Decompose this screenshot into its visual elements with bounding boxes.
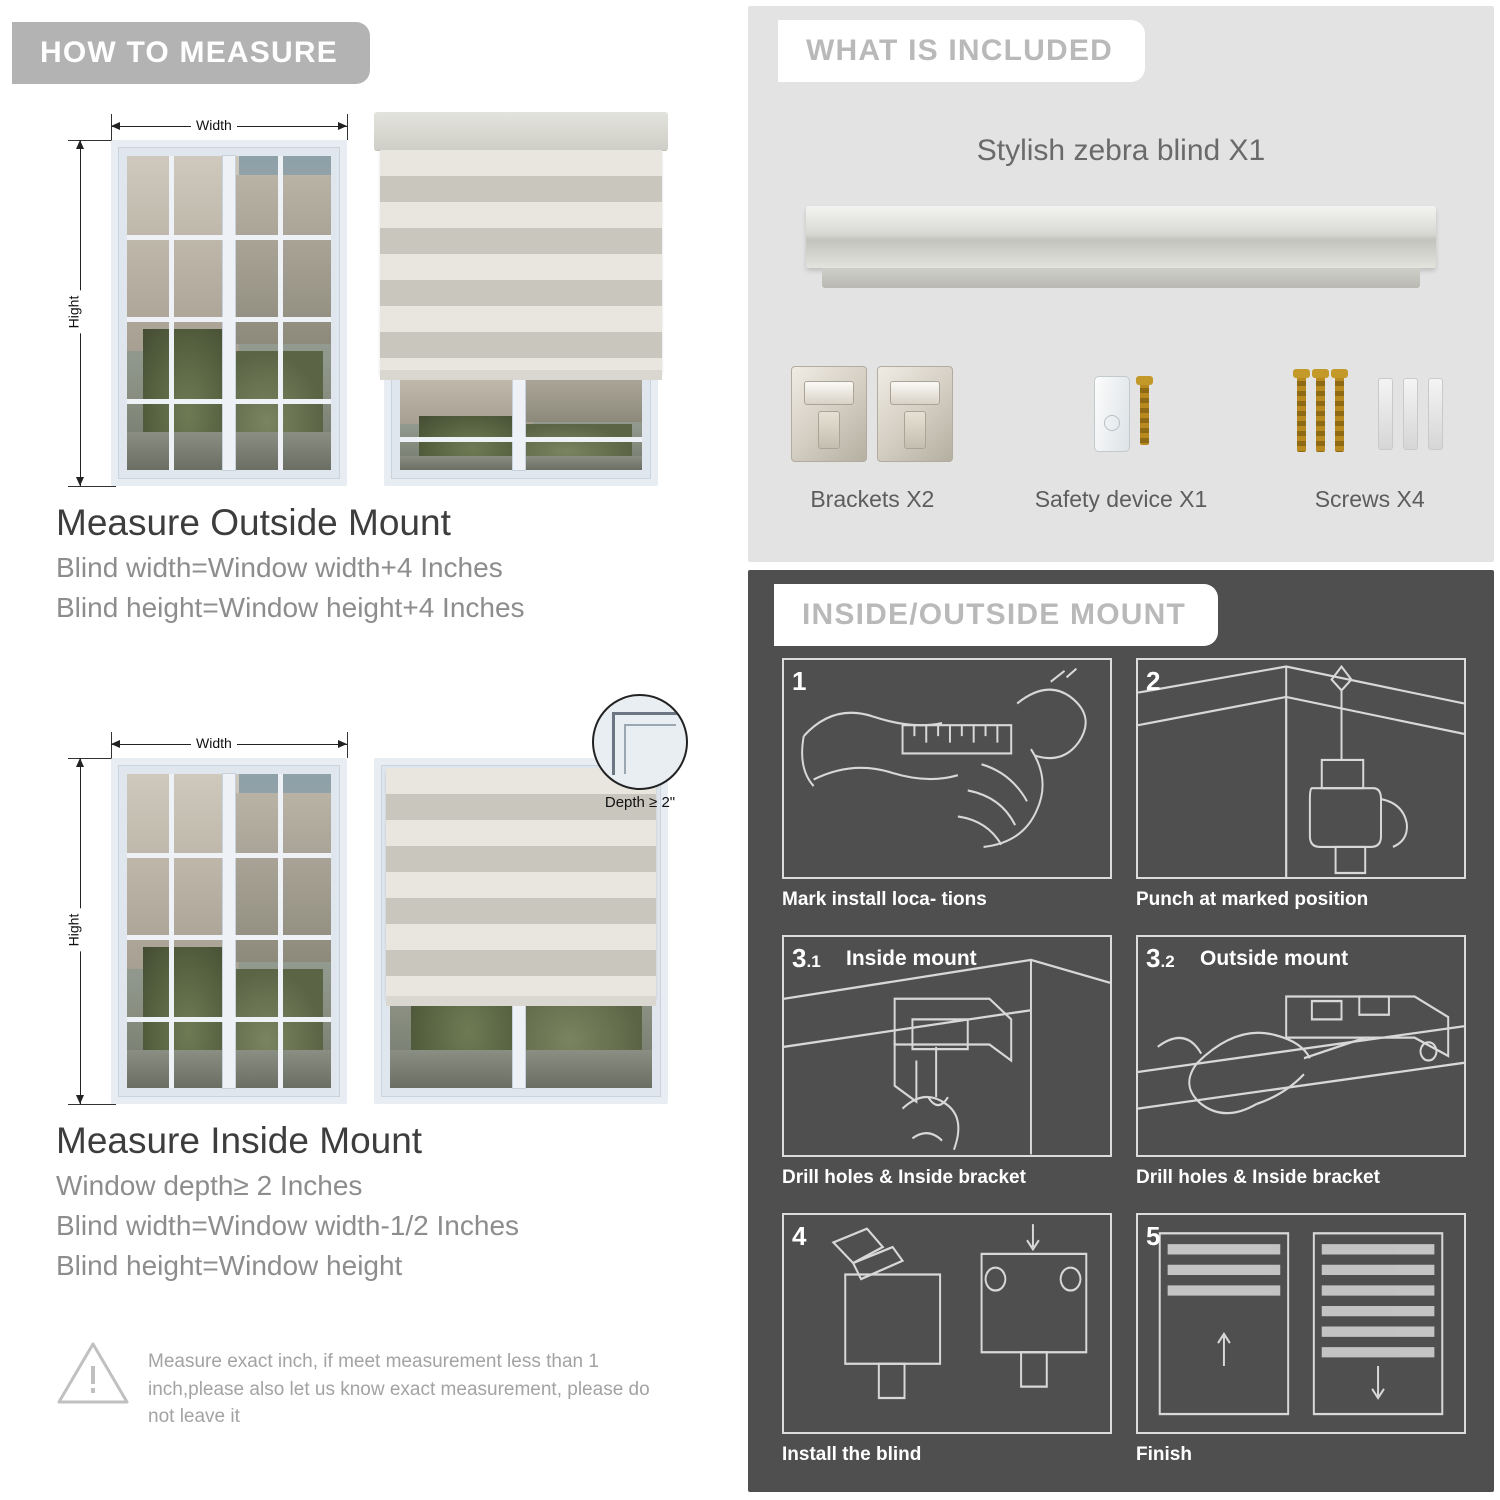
step-number: 2 (1146, 666, 1161, 696)
what-is-included-panel (748, 6, 1494, 562)
step-illustration (782, 658, 1112, 879)
outside-mount-blind (374, 112, 668, 486)
install-step (1136, 658, 1466, 919)
section-header-what-is-included: WHAT IS INCLUDED (778, 20, 1145, 82)
included-part-screws (1245, 358, 1494, 513)
included-part-label: Safety device X1 (1034, 486, 1208, 512)
blind-bottom-bar (386, 996, 656, 1006)
screw-icon (1245, 358, 1494, 470)
how-to-measure-column (0, 0, 742, 1500)
width-dimension-label: Width (191, 117, 237, 133)
bracket-icon (748, 358, 997, 470)
blind-fabric (380, 150, 662, 374)
dim-ext-right (347, 732, 348, 758)
outside-mount-line-1: Blind width=Window width+4 Inches (56, 552, 503, 583)
blind-valance (374, 112, 668, 150)
included-parts-row (748, 358, 1494, 513)
install-step (1136, 935, 1466, 1196)
install-step (782, 1213, 1112, 1474)
included-part-brackets (748, 358, 997, 513)
outside-mount-diagram (56, 92, 696, 492)
step-illustration (1136, 935, 1466, 1156)
inside-mount-title: Measure Inside Mount (56, 1120, 423, 1161)
dim-ext-bottom (68, 486, 116, 487)
dim-ext-bottom (68, 1104, 116, 1105)
step-inline-label: Inside mount (846, 947, 977, 971)
step-caption: Install the blind (782, 1444, 922, 1465)
dim-ext-right (347, 114, 348, 140)
height-dimension-label: Hight (65, 291, 81, 334)
included-part-safety-device (997, 358, 1246, 513)
measure-note-text: Measure exact inch, if meet measurement less than 1 inch,please also let us know exact measurement, please do not leave it (148, 1351, 650, 1428)
step-illustration (782, 935, 1112, 1156)
step-caption: Mark install loca- tions (782, 889, 987, 911)
finished-blinds-sketch (1138, 1215, 1464, 1432)
step-inline-label: Outside mount (1200, 947, 1349, 971)
included-main-item: Stylish zebra blind X1 (976, 134, 1266, 167)
zebra-blind-rail-lip (822, 268, 1420, 288)
height-dimension-label: Hight (65, 909, 81, 952)
safety-device-icon (997, 358, 1246, 470)
install-steps-grid (782, 658, 1466, 1474)
outside-mount-block (0, 92, 742, 624)
step-caption: Drill holes & Inside bracket (1136, 1166, 1380, 1188)
inside-mount-line-2: Blind width=Window width-1/2 Inches (56, 1210, 520, 1241)
included-part-label: Screws X4 (1314, 486, 1425, 512)
install-blind-sketch (784, 1215, 1110, 1432)
step-number: 3.2 (1146, 943, 1175, 974)
warning-triangle-icon (56, 1340, 130, 1406)
step-illustration (1136, 658, 1466, 879)
blind-bottom-bar (380, 370, 662, 380)
inside-mount-block (0, 710, 742, 1282)
depth-callout (592, 694, 688, 811)
inside-outside-mount-panel (748, 570, 1494, 1492)
window-illustration (111, 758, 347, 1104)
width-dimension-label: Width (191, 735, 237, 751)
step-number: 1 (792, 666, 807, 696)
measure-note (56, 1340, 676, 1431)
step-caption: Punch at marked position (1136, 889, 1369, 911)
window-illustration (111, 140, 347, 486)
depth-callout-label: Depth ≥ 2" (604, 794, 676, 811)
inside-mount-diagram (56, 710, 696, 1110)
step-number: 3.1 (792, 943, 821, 974)
install-step (1136, 1213, 1466, 1474)
included-part-label: Brackets X2 (810, 486, 935, 512)
right-column (742, 0, 1500, 1500)
drill-sketch (1138, 660, 1464, 877)
inside-mount-line-1: Window depth≥ 2 Inches (56, 1170, 363, 1201)
step-caption: Finish (1136, 1444, 1192, 1465)
inside-mount-line-3: Blind height=Window height (56, 1250, 403, 1281)
install-step (782, 658, 1112, 919)
step-illustration (1136, 1213, 1466, 1434)
outside-mount-title: Measure Outside Mount (56, 502, 451, 543)
step-number: 4 (792, 1220, 807, 1251)
install-step (782, 935, 1112, 1196)
zebra-blind-rail-illustration (806, 206, 1436, 268)
depth-zoom-circle (592, 694, 688, 790)
hand-measuring-sketch (784, 660, 1110, 877)
step-caption: Drill holes & Inside bracket (782, 1166, 1026, 1188)
section-header-inside-outside-mount: INSIDE/OUTSIDE MOUNT (774, 584, 1218, 646)
step-illustration (782, 1213, 1112, 1434)
step-number: 5 (1146, 1220, 1161, 1251)
section-header-how-to-measure: HOW TO MEASURE (12, 22, 370, 84)
outside-mount-line-2: Blind height=Window height+4 Inches (56, 592, 525, 623)
